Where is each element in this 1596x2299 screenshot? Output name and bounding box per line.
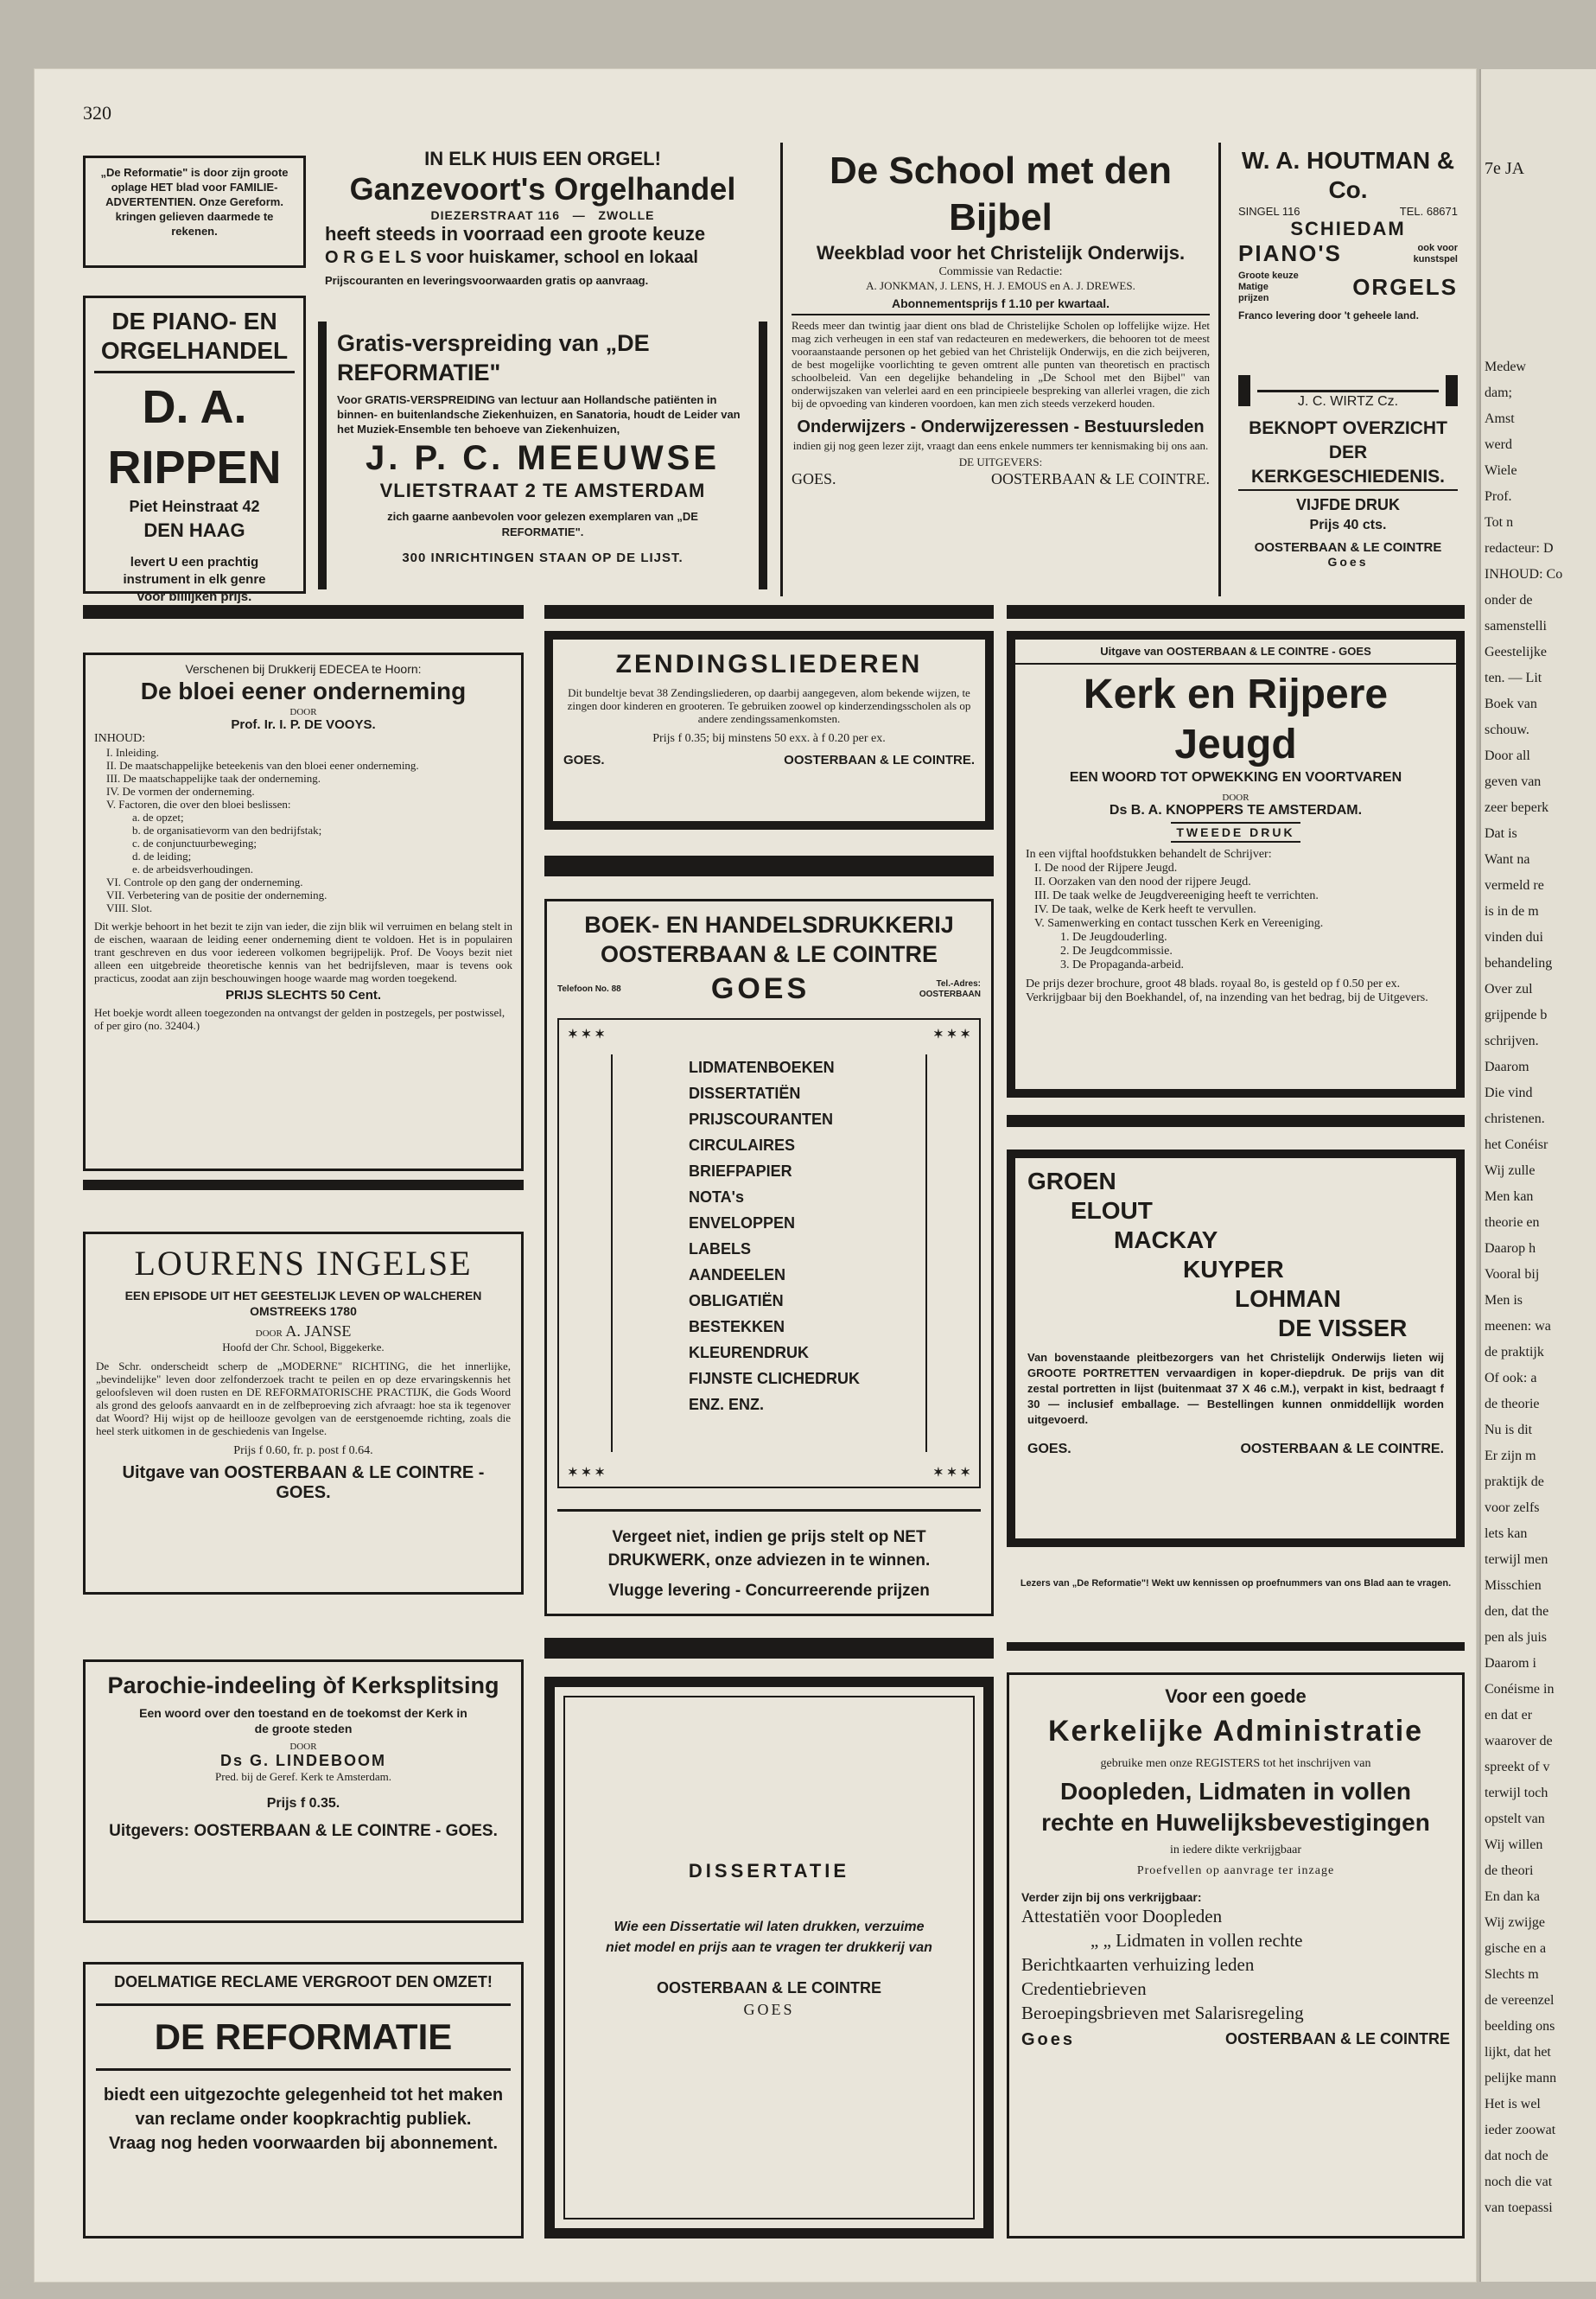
bloei-item: a. de opzet;: [132, 811, 184, 824]
meeuwse-name: J. P. C. MEEUWSE: [365, 439, 720, 477]
ad-kerkelijke-administratie: [1007, 1672, 1465, 2238]
ad-lourens-ingelse: [83, 1232, 524, 1595]
product-item: PRIJSCOURANTEN: [689, 1111, 834, 1128]
wirtz-edition: VIJFDE DRUK: [1295, 496, 1400, 513]
ad-dissertatie: [544, 1677, 994, 2238]
school-subtitle: Weekblad voor het Christelijk Onderwijs.: [816, 242, 1186, 264]
zending-goes: GOES.: [563, 753, 605, 767]
houtman-pianos: PIANO'S: [1238, 240, 1342, 266]
ganzevoort-line-1: heeft steeds in voorraad een groote keuze: [325, 223, 706, 245]
school-title: De School met den Bijbel: [829, 150, 1173, 239]
next-page-line: de vereenzel: [1485, 1993, 1555, 2008]
zending-body: Dit bundeltje bevat 38 Zendingsliederen, op daarbij aangegeven, alom bekende wijzen, te zingen door kinderen en grooteren. Te gebruiken zoowel op kinderzendingsscholen als op andere zendingssamenkomsten.: [567, 686, 971, 725]
admin-top: Voor een goede: [1165, 1685, 1307, 1707]
bloei-item: c. de conjunctuurbeweging;: [132, 837, 258, 850]
ad-houtman: [1231, 143, 1465, 341]
ad-wirtz: [1231, 361, 1465, 577]
meeuwse-text-2: zich gaarne aanbevolen voor gelezen exemplaren van „DE REFORMATIE".: [387, 510, 698, 538]
next-page-line: Want na: [1485, 852, 1530, 867]
product-item: LIDMATENBOEKEN: [689, 1059, 835, 1076]
admin-item: Beroepingsbrieven met Salarisregeling: [1021, 2003, 1304, 2023]
next-page-line: Daarom: [1485, 1060, 1529, 1074]
next-page-line: de praktijk: [1485, 1345, 1544, 1360]
drukkerij-foot-2: Vlugge levering - Concurreerende prijzen: [608, 1582, 930, 1600]
drukkerij-title-1: BOEK- EN HANDELSDRUKKERIJ: [584, 912, 954, 938]
portret-names: [1027, 1167, 1444, 1343]
jeugd-druk: TWEEDE DRUK: [1171, 822, 1300, 843]
houtman-name: W. A. HOUTMAN & Co.: [1241, 147, 1455, 203]
jeugd-intro: In een vijftal hoofdstukken behandelt de Schrijver:: [1026, 848, 1272, 861]
next-page-line: 7e JA: [1485, 159, 1525, 178]
zending-title: ZENDINGSLIEDEREN: [615, 650, 923, 678]
school-body: Reeds meer dan twintig jaar dient ons blad de Christelijke Scholen op loffelijke wijze. Het mag zich verheugen in een staf van redacteuren en medewerkers, die behooren tot de meest vooraanstaande personen op het gebied van het Christelijk Onderwijs, en die zich beijveren, de best mogelijke voorlichting te geven omtrent alle punten van theoretisch en practisch schoolbeleid. Van een degelijke behandeling in „De School met den Bijbel" van onderwijszaken van velerlei aard en een principieele bespreking van allerlei vragen, die zich bij de opvoeding van kinderen voordoen, kan men zich steeds verzekerd houden.: [792, 319, 1210, 410]
ad-kerk-rijpere-jeugd: [1007, 631, 1465, 1098]
next-page-line: is in de m: [1485, 904, 1539, 919]
next-page-line: Slechts m: [1485, 1967, 1539, 1982]
rippen-city: DEN HAAG: [143, 519, 245, 541]
portret-body: Van bovenstaande pleitbezorgers van het Christelijk Onderwijs lieten wij GROOTE PORTRETTEN vervaardigen in koper-diepdruk. De prijs van dit zestal portretten in lijst (buitenmaat 37 X 46 c.M.), verpakt in kist, bedraagt f 30 — inclusief emballage. — Bestellingen kunnen onmiddellijk worden uitgevoerd.: [1027, 1351, 1444, 1426]
bloei-body: Dit werkje behoort in het bezit te zijn van ieder, die zijn blik wil verruimen en belang stelt in de eischen, waaraan de leiding eener onderneming dient te voldoen. Het is in populairen trant geschreven en dus voor iedereen volkomen begrijpelijk. Prof. De Vooys bezit niet alleen een uitgebreide theoretische kennis van het bedrijfsleven, maar is tevens ook practicus, zoodat aan zijn beschouwingen hooge waarde mag worden toegekend.: [94, 920, 512, 984]
next-page-line: noch die vat: [1485, 2175, 1553, 2189]
next-page-line: het Conéisr: [1485, 1137, 1548, 1152]
portret-name: MACKAY: [1114, 1226, 1218, 1253]
zending-price: Prijs f 0.35; bij minstens 50 exx. à f 0.20 per ex.: [652, 732, 886, 745]
ingelse-role: Hoofd der Chr. School, Biggekerke.: [222, 1341, 385, 1353]
next-page-line: dat noch de: [1485, 2149, 1548, 2163]
next-page-line: Dat is: [1485, 826, 1517, 841]
ad-parochie: [83, 1659, 524, 1923]
school-price: Abonnementsprijs f 1.10 per kwartaal.: [891, 296, 1110, 310]
parochie-subtitle: Een woord over den toestand en de toekomst der Kerk in de groote steden: [139, 1706, 467, 1735]
houtman-phone: TEL. 68671: [1399, 205, 1458, 218]
product-item: LABELS: [689, 1240, 751, 1258]
ad-school-met-den-bijbel: [780, 143, 1221, 596]
next-page-line: Wij zwijge: [1485, 1915, 1545, 1930]
school-call-2: indien gij nog geen lezer zijt, vraagt dan eens enkele nummers ter kennismaking bij ons aan.: [792, 439, 1209, 452]
next-page-line: ten. — Lit: [1485, 671, 1542, 685]
next-page-line: schouw.: [1485, 723, 1529, 737]
zending-firm: OOSTERBAAN & LE COINTRE.: [784, 753, 975, 767]
reclame-text-3: Vraag nog heden voorwaarden bij abonnement.: [108, 2134, 499, 2153]
next-page-line: vermeld re: [1485, 878, 1544, 893]
houtman-kunstspel: ook voor kunstspel: [1413, 242, 1458, 264]
next-page-line: INHOUD: Co: [1485, 567, 1563, 582]
ingelse-body: De Schr. onderscheidt scherp de „MODERNE" RICHTING, die het innerlijke, „bevindelijke" leven door zelfonderzoek tracht te peilen en op deze ervaringskennis het geloofsleven wil doen rusten en DE REFORMATORISCHE PRACTIJK, die Gods Woord als grond des geloofs aanvaardt en in de zelfbeproeving zich afvraagt: hoe sta ik tegenover dat Woord? Hij wijst op de heillooze gevolgen van de eerstgenoemde richting, zoals die heel sterk uitkomen in de geschiedenis van Ingelse.: [96, 1360, 511, 1437]
next-page-line: waarover de: [1485, 1734, 1553, 1748]
parochie-title: Parochie-indeeling òf Kerksplitsing: [107, 1672, 499, 1698]
separator-bar: [544, 605, 994, 619]
bloei-item: V. Factoren, die over den bloei beslissen:: [106, 798, 291, 811]
product-item: NOTA's: [689, 1188, 744, 1206]
reclame-text-2: van reclame onder koopkrachtig publiek.: [135, 2110, 472, 2129]
school-call: Onderwijzers - Onderwijzeressen - Bestuursleden: [797, 417, 1205, 436]
bloei-item: e. de arbeidsverhoudingen.: [132, 863, 254, 876]
drukkerij-teladres: Tel.-Adres: OOSTERBAAN: [919, 978, 981, 999]
meeuwse-list-note: 300 INRICHTINGEN STAAN OP DE LIJST.: [402, 551, 684, 565]
next-page-line: meenen: wa: [1485, 1319, 1551, 1334]
ingelse-publisher: Uitgave van OOSTERBAAN & LE COINTRE - GOES.: [122, 1463, 485, 1502]
admin-text-3: in iedere dikte verkrijgbaar: [1170, 1844, 1301, 1856]
admin-item: Berichtkaarten verhuizing leden: [1021, 1954, 1255, 1975]
product-item: DISSERTATIËN: [689, 1085, 801, 1102]
parochie-price: Prijs f 0.35.: [266, 1796, 340, 1811]
portret-name: ELOUT: [1071, 1197, 1153, 1224]
bloei-item: IV. De vormen der onderneming.: [106, 785, 255, 798]
next-page-line: ieder zoowat: [1485, 2123, 1556, 2137]
next-page-line: Wij zulle: [1485, 1163, 1536, 1178]
bloei-item: b. de organisatievorm van den bedrijfstak;: [132, 824, 322, 837]
admin-text-1: gebruike men onze REGISTERS tot het inschrijven van: [1100, 1757, 1371, 1770]
separator-bar: [544, 1638, 994, 1659]
bloei-item: d. de leiding;: [132, 850, 192, 863]
admin-text-4: Proefvellen op aanvrage ter inzage: [1136, 1864, 1335, 1877]
bloei-item: II. De maatschappelijke beteekenis van den bloei eener onderneming.: [106, 759, 419, 772]
ad-zendingsliederen: [544, 631, 994, 830]
ingelse-title: LOURENS INGELSE: [134, 1244, 473, 1283]
houtman-city: SCHIEDAM: [1290, 218, 1406, 239]
bloei-price: PRIJS SLECHTS 50 Cent.: [225, 988, 382, 1003]
bloei-item: I. Inleiding.: [106, 746, 160, 759]
next-page-line: zeer beperk: [1485, 800, 1549, 815]
ad-meeuwse: [318, 322, 767, 589]
portret-name: DE VISSER: [1278, 1315, 1408, 1341]
ganzevoort-city: ZWOLLE: [598, 208, 655, 222]
next-page-line: Amst: [1485, 411, 1515, 426]
bloei-contents: [94, 746, 512, 914]
separator-bar: [1007, 1115, 1465, 1127]
next-page-line: Tot n: [1485, 515, 1514, 530]
ad-reformatie-family: [83, 156, 306, 268]
next-page-line: Men is: [1485, 1293, 1523, 1308]
next-page-line: Boek van: [1485, 697, 1537, 711]
admin-item: „ „ Lidmaten in vollen rechte: [1090, 1930, 1303, 1951]
drukkerij-goes: GOES: [710, 972, 811, 1005]
rippen-text-1: levert U een prachtig: [130, 555, 259, 570]
admin-title: Kerkelijke Administratie: [1047, 1715, 1424, 1748]
reclame-top: DOELMATIGE RECLAME VERGROOT DEN OMZET!: [114, 1973, 493, 1990]
jeugd-contents: [1026, 862, 1446, 972]
ingelse-author: A. JANSE: [285, 1322, 352, 1340]
next-page-line: en dat er: [1485, 1708, 1533, 1723]
next-page-line: terwijl toch: [1485, 1786, 1548, 1800]
wirtz-publisher: OOSTERBAAN & LE COINTRE: [1254, 540, 1442, 555]
bloei-item: VIII. Slot.: [106, 901, 153, 914]
next-page-line: voor zelfs: [1485, 1500, 1540, 1515]
ad-bloei-onderneming: [83, 653, 524, 1171]
parochie-door: DOOR: [289, 1742, 317, 1752]
houtman-orgels: ORGELS: [1352, 274, 1458, 300]
drukkerij-deco: ✶ ✶ ✶: [568, 1465, 605, 1479]
bloei-top: Verschenen bij Drukkerij EDECEA te Hoorn:: [185, 662, 422, 676]
product-item: BESTEKKEN: [689, 1318, 785, 1335]
admin-goes: Goes: [1021, 2030, 1076, 2049]
dissertatie-title: DISSERTATIE: [688, 1860, 850, 1882]
jeugd-item: V. Samenwerking en contact tusschen Kerk en Vereeniging.: [1034, 917, 1324, 930]
admin-text-5: Verder zijn bij ons verkrijgbaar:: [1021, 1890, 1202, 1904]
bloei-title: De bloei eener onderneming: [140, 678, 467, 704]
next-page-line: Nu is dit: [1485, 1423, 1533, 1437]
bloei-item: VII. Verbetering van de positie der onderneming.: [106, 888, 327, 901]
next-page-line: Medew: [1485, 360, 1526, 374]
lezers-text: Lezers van „De Reformatie"! Wekt uw kennissen op proefnummers van ons Blad aan te vragen.: [1020, 1578, 1452, 1589]
next-page-line: Die vind: [1485, 1086, 1533, 1100]
ganzevoort-top: IN ELK HUIS EEN ORGEL!: [424, 148, 661, 169]
separator-bar: [544, 856, 994, 876]
next-page-line: werd: [1485, 437, 1512, 452]
dissertatie-firm: OOSTERBAAN & LE COINTRE: [656, 1979, 881, 1996]
next-page-line: praktijk de: [1485, 1474, 1544, 1489]
rippen-line-1: DE PIANO- EN: [111, 308, 277, 334]
portret-name: LOHMAN: [1235, 1285, 1341, 1312]
product-item: OBLIGATIËN: [689, 1292, 784, 1309]
next-page-line: de theorie: [1485, 1397, 1540, 1411]
school-goes: GOES.: [792, 470, 836, 487]
bloei-foot: Het boekje wordt alleen toegezonden na ontvangst der gelden in postzegels, per postwissel, of per giro (no. 32404.): [94, 1006, 506, 1032]
parochie-author: Ds G. LINDEBOOM: [219, 1752, 386, 1769]
parochie-publisher: Uitgevers: OOSTERBAAN & LE COINTRE - GOES.: [109, 1822, 498, 1840]
jeugd-item: III. De taak welke de Jeugdvereeniging heeft te verrichten.: [1034, 889, 1319, 902]
ad-reclame: [83, 1962, 524, 2238]
jeugd-body: De prijs dezer brochure, groot 48 blads. royaal 8o, is gesteld op f 0.50 per ex. Verkrijgbaar bij den Boekhandel, of, na inzending van het bedrag, bij de Uitgevers.: [1026, 978, 1428, 1004]
admin-firm: OOSTERBAAN & LE COINTRE: [1224, 2030, 1450, 2047]
product-item: CIRCULAIRES: [689, 1137, 796, 1154]
product-item: ENZ. ENZ.: [689, 1396, 765, 1413]
bloei-author: Prof. Ir. I. P. DE VOOYS.: [231, 717, 376, 732]
portret-name: KUYPER: [1183, 1256, 1284, 1283]
next-page-line: de theori: [1485, 1863, 1534, 1878]
separator-bar: [1007, 605, 1465, 619]
rippen-text-3: voor billijken prijs.: [137, 589, 252, 604]
parochie-role: Pred. bij de Geref. Kerk te Amsterdam.: [215, 1770, 391, 1783]
next-page-line: dam;: [1485, 385, 1512, 400]
next-page-line: spreekt of v: [1485, 1760, 1550, 1774]
next-page-line: lijkt, dat het: [1485, 2045, 1551, 2060]
jeugd-item: I. De nood der Rijpere Jeugd.: [1034, 862, 1178, 875]
next-page-line: samenstelli: [1485, 619, 1547, 634]
drukkerij-title-2: OOSTERBAAN & LE COINTRE: [600, 941, 938, 967]
next-page-line: behandeling: [1485, 956, 1553, 971]
next-page-line: redacteur: D: [1485, 541, 1554, 556]
ad-drukkerij: [544, 899, 994, 1616]
ganzevoort-line-3: Prijscouranten en leveringsvoorwaarden gratis op aanvraag.: [325, 274, 649, 287]
next-page-line: Er zijn m: [1485, 1449, 1536, 1463]
next-page-line: vinden dui: [1485, 930, 1543, 945]
next-page-line: Door all: [1485, 748, 1530, 763]
meeuwse-text: Voor GRATIS-VERSPREIDING van lectuur aan Hollandsche patiënten in binnen- en buitenlandsche Ziekenhuizen, en Sanatoria, houdt de Leider van het Muziek-Ensemble ten behoeve van Ziekenhuizen,: [337, 393, 741, 436]
ingelse-subtitle: EEN EPISODE UIT HET GEESTELIJK LEVEN OP WALCHEREN OMSTREEKS 1780: [124, 1289, 482, 1318]
next-page-line: pen als juis: [1485, 1630, 1547, 1645]
bloei-item: III. De maatschappelijke taak der onderneming.: [106, 772, 321, 785]
reclame-name: DE REFORMATIE: [154, 2016, 453, 2057]
rippen-line-2: ORGELHANDEL: [100, 337, 289, 364]
admin-item: Credentiebrieven: [1021, 1978, 1147, 1999]
next-page-text: [1485, 156, 1592, 2230]
jeugd-item: IV. De taak, welke de Kerk heeft te vervullen.: [1034, 903, 1256, 916]
jeugd-top: Uitgave van OOSTERBAAN & LE COINTRE - GOES: [1100, 645, 1371, 658]
next-page-line: Wiele: [1485, 463, 1517, 478]
next-page-line: Vooral bij: [1485, 1267, 1540, 1282]
drukkerij-phone: Telefoon No. 88: [557, 984, 621, 994]
next-page-line: schrijven.: [1485, 1034, 1539, 1048]
houtman-franco: Franco levering door 't geheele land.: [1238, 309, 1419, 322]
wirtz-author: J. C. WIRTZ Cz.: [1297, 394, 1399, 409]
product-item: ENVELOPPEN: [689, 1214, 796, 1232]
drukkerij-foot-1: Vergeet niet, indien ge prijs stelt op NET DRUKWERK, onze adviezen in te winnen.: [607, 1528, 931, 1570]
next-page-line: den, dat the: [1485, 1604, 1549, 1619]
jeugd-item: 3. De Propaganda-arbeid.: [1060, 958, 1185, 971]
dissertatie-goes: GOES: [743, 2001, 795, 2018]
admin-list: [1021, 1904, 1450, 2025]
drukkerij-deco: ✶ ✶ ✶: [933, 1027, 970, 1041]
wirtz-title-2: DER KERKGESCHIEDENIS.: [1238, 441, 1458, 491]
dissertatie-body: Wie een Dissertatie wil laten drukken, verzuime niet model en prijs aan te vragen ter drukkerij van: [606, 1920, 932, 1955]
houtman-keuze: Groote keuze Matige prijzen: [1238, 271, 1299, 303]
drukkerij-products: [689, 1054, 860, 1417]
houtman-address: SINGEL 116: [1238, 205, 1300, 218]
next-page-line: terwijl men: [1485, 1552, 1548, 1567]
ganzevoort-dash: —: [572, 208, 586, 222]
wirtz-goes: Goes: [1327, 555, 1369, 569]
next-page-line: geven van: [1485, 774, 1542, 789]
portret-name: GROEN: [1027, 1168, 1116, 1194]
separator-bar: [1007, 1642, 1465, 1651]
jeugd-item: 2. De Jeugdcommissie.: [1060, 945, 1173, 958]
admin-text-2: Doopleden, Lidmaten in vollen rechte en Huwelijksbevestigingen: [1041, 1778, 1430, 1836]
ad-ganzevoort: [318, 143, 767, 320]
next-page-line: Wij willen: [1485, 1837, 1543, 1852]
next-page-line: theorie en: [1485, 1215, 1540, 1230]
next-page-line: Geestelijke: [1485, 645, 1547, 659]
next-page-line: Daarop h: [1485, 1241, 1536, 1256]
ingelse-price: Prijs f 0.60, fr. p. post f 0.64.: [233, 1444, 373, 1457]
next-page-line: lets kan: [1485, 1526, 1528, 1541]
ad-portretten: [1007, 1150, 1465, 1547]
jeugd-title: Kerk en Rijpere Jeugd: [1083, 672, 1389, 767]
school-firm: OOSTERBAAN & LE COINTRE.: [991, 470, 1210, 487]
jeugd-item: 1. De Jeugdouderling.: [1060, 931, 1167, 944]
product-item: AANDEELEN: [689, 1266, 786, 1283]
jeugd-author: Ds B. A. KNOPPERS TE AMSTERDAM.: [1109, 803, 1363, 818]
ad-lezers: [1007, 1571, 1465, 1623]
next-page-line: Prof.: [1485, 489, 1512, 504]
school-commissie: Commissie van Redactie:: [938, 265, 1063, 278]
next-page-line: opstelt van: [1485, 1812, 1545, 1826]
next-page-line: Of ook: a: [1485, 1371, 1537, 1385]
next-page-line: onder de: [1485, 593, 1533, 608]
product-item: FIJNSTE CLICHEDRUK: [689, 1370, 861, 1387]
next-page-line: Conéisme in: [1485, 1682, 1555, 1697]
next-page-line: van toepassi: [1485, 2200, 1553, 2215]
next-page-line: Daarom i: [1485, 1656, 1536, 1671]
meeuwse-address: VLIETSTRAAT 2 TE AMSTERDAM: [379, 480, 706, 501]
ganzevoort-street: DIEZERSTRAAT 116: [430, 208, 561, 222]
portret-goes: GOES.: [1027, 1442, 1071, 1456]
next-page-line: beelding ons: [1485, 2019, 1555, 2034]
rippen-name: D. A. RIPPEN: [107, 381, 282, 494]
ingelse-door: DOOR: [255, 1328, 283, 1339]
bloei-door: DOOR: [289, 707, 317, 717]
wirtz-title-1: BEKNOPT OVERZICHT: [1249, 418, 1447, 438]
jeugd-door: DOOR: [1222, 793, 1249, 803]
next-page-line: christenen.: [1485, 1111, 1545, 1126]
next-page-line: Men kan: [1485, 1189, 1534, 1204]
separator-bar: [83, 605, 524, 619]
product-item: KLEURENDRUK: [689, 1344, 809, 1361]
ganzevoort-name: Ganzevoort's Orgelhandel: [349, 171, 736, 207]
next-page-line: grijpende b: [1485, 1008, 1548, 1022]
rippen-text-2: instrument in elk genre: [123, 572, 266, 587]
separator-bar: [83, 1180, 524, 1190]
reclame-text-1: biedt een uitgezochte gelegenheid tot het maken: [103, 2086, 504, 2105]
ganzevoort-line-2: O R G E L S voor huiskamer, school en lokaal: [325, 248, 698, 267]
page-number: 320: [83, 102, 111, 124]
meeuwse-title: Gratis-verspreiding van „DE REFORMATIE": [337, 330, 650, 385]
next-page-line: gische en a: [1485, 1941, 1547, 1956]
wirtz-price: Prijs 40 cts.: [1309, 518, 1387, 532]
ad-rippen: [83, 296, 306, 604]
jeugd-subtitle: EEN WOORD TOT OPWEKKING EN VOORTVAREN: [1069, 770, 1402, 785]
next-page-line: Over zul: [1485, 982, 1533, 997]
drukkerij-deco: ✶ ✶ ✶: [933, 1465, 970, 1479]
next-page-line: Het is wel: [1485, 2097, 1541, 2111]
next-page-line: Misschien: [1485, 1578, 1542, 1593]
next-page-line: pelijke mann: [1485, 2071, 1557, 2086]
school-editors: A. JONKMAN, J. LENS, H. J. EMOUS en A. J. DREWES.: [866, 279, 1135, 292]
admin-item: Attestatiën voor Doopleden: [1021, 1906, 1223, 1926]
ad-text: „De Reformatie" is door zijn groote oplage HET blad voor FAMILIE-ADVERTENTIEN. Onze Gereform. kringen gelieven daarmede te rekenen.: [100, 166, 289, 238]
next-page-line: En dan ka: [1485, 1889, 1540, 1904]
product-item: BRIEFPAPIER: [689, 1162, 792, 1180]
bloei-item: VI. Controle op den gang der onderneming.: [106, 876, 303, 888]
drukkerij-deco: ✶ ✶ ✶: [568, 1027, 605, 1041]
rippen-address: Piet Heinstraat 42: [129, 498, 260, 515]
jeugd-item: II. Oorzaken van den nood der rijpere Jeugd.: [1034, 876, 1251, 888]
portret-firm: OOSTERBAAN & LE COINTRE.: [1240, 1442, 1444, 1456]
school-publishers: DE UITGEVERS:: [958, 455, 1043, 468]
bloei-inhoud: INHOUD:: [94, 732, 146, 745]
